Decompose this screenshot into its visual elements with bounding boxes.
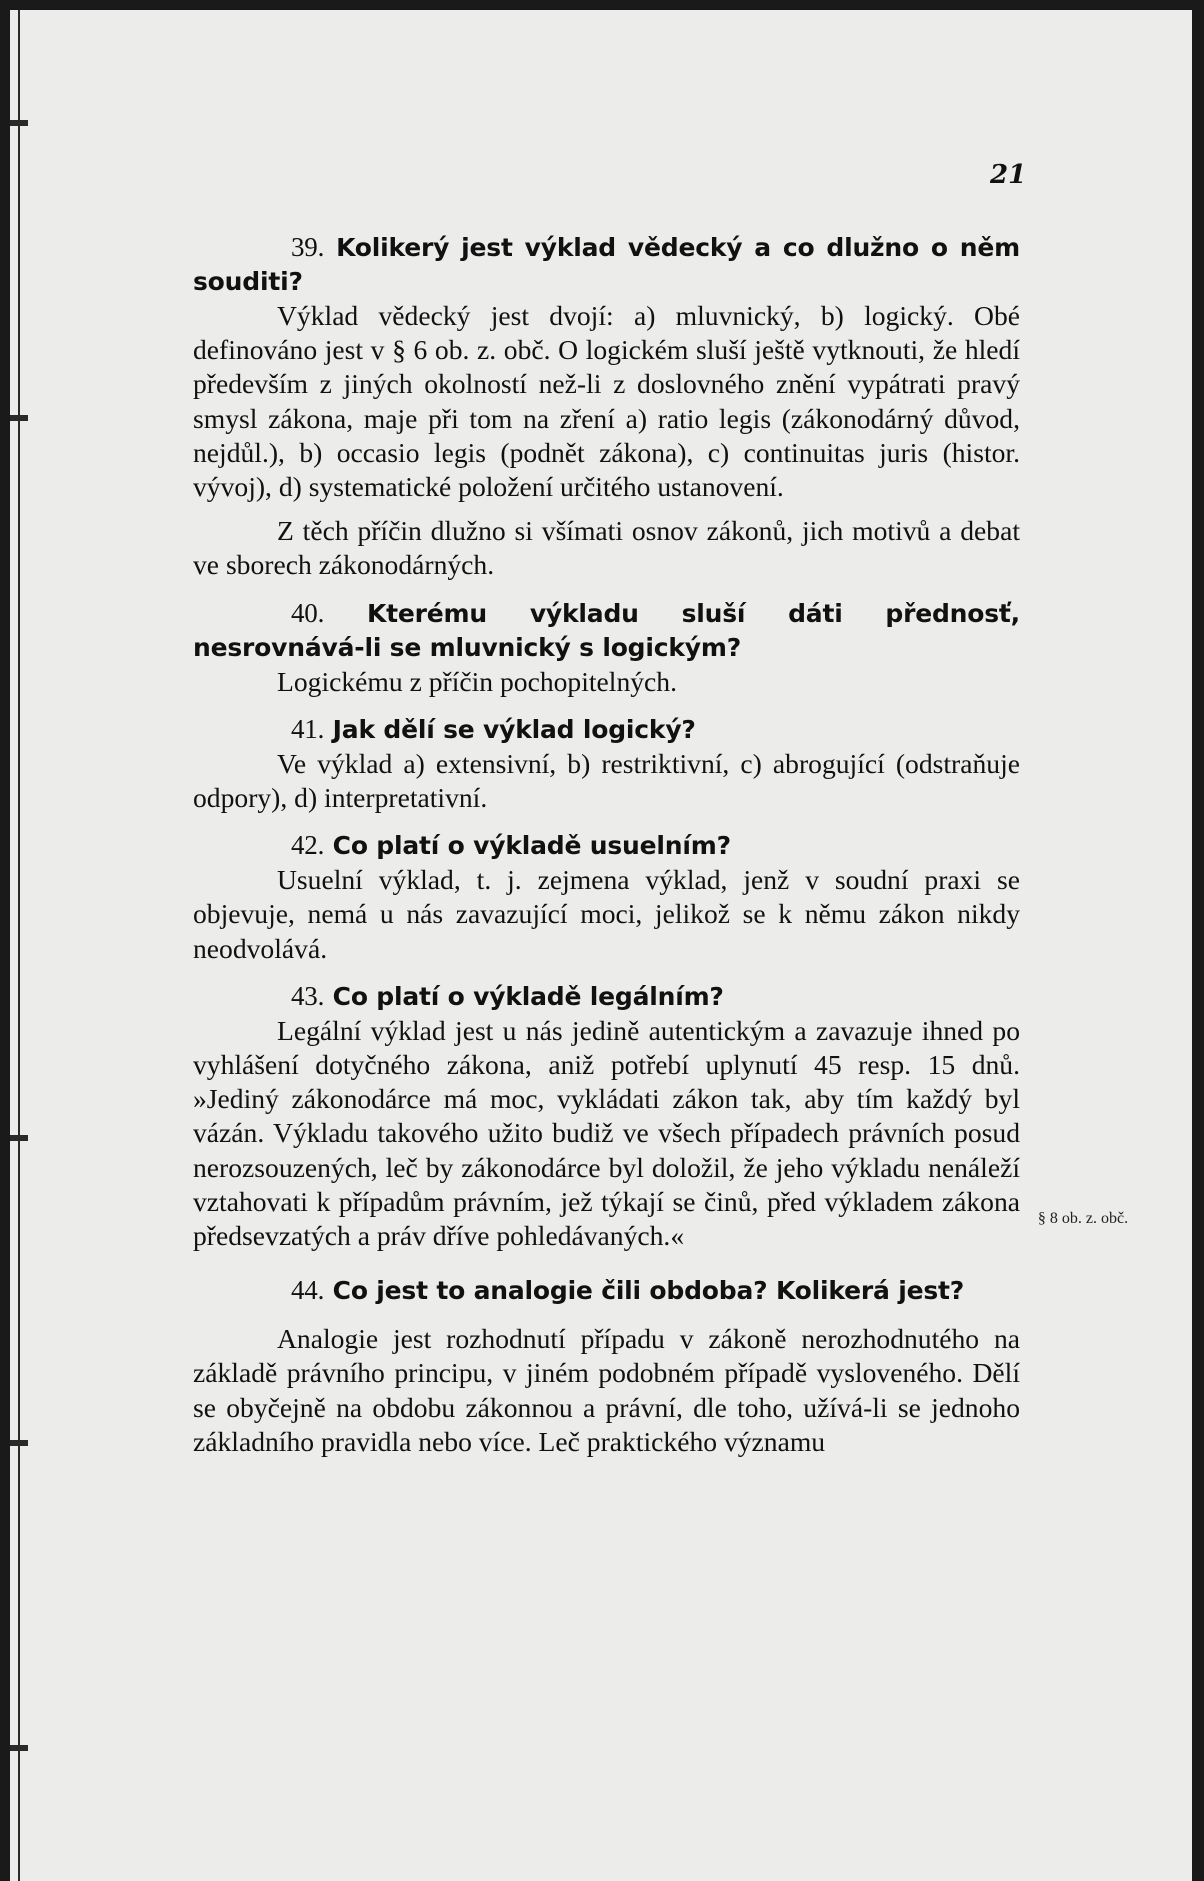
question-text: Jak dělí se výklad logický? <box>332 714 696 744</box>
question-number: 41. <box>291 713 325 744</box>
margin-note: § 8 ob. z. obč. <box>1037 1210 1129 1227</box>
question-heading <box>193 596 1020 665</box>
binding-edge <box>18 10 20 1881</box>
binding-mark <box>10 415 28 421</box>
answer-paragraph: Usuelní výklad, t. j. zejmena výklad, jenž v soudní praxi se objevuje, nemá u nás zavazující moci, jelikož se k němu zákon nikdy neodvolává. <box>193 864 1020 964</box>
answer-paragraph: Legální výklad jest u nás jedině autentickým a zavazuje ihned po vyhlášení dotyčného zákona, aniž potřebí uplynutí 45 resp. 15 dnů. »Jediný zákonodárce má moc, vykládati zákon tak, aby tím každý byl vázán. Výkladu takového užito budiž ve všech případech právních posud nerozsouzených, leč by zákonodárce byl doložil, že jeho výkladu nenáleží vztahovati k případům právním, jež týkají se činů, před výkladem zákona předsevzatých a práv dříve pohledávaných.« <box>193 1014 1020 1252</box>
binding-mark <box>10 1135 28 1141</box>
question-text: Co platí o výkladě usuelním? <box>332 831 731 861</box>
section-44 <box>193 1273 1020 1459</box>
answer-paragraph: Ve výklad a) extensivní, b) restriktivní, c) abrogující (odstraňuje odpory), d) interpretativní. <box>193 747 1020 814</box>
question-heading <box>193 712 1020 747</box>
question-heading <box>193 230 1020 299</box>
question-number: 39. <box>291 232 325 262</box>
question-text: Kolikerý jest výklad vědecký a co dlužno o něm souditi? <box>193 233 1020 296</box>
question-number: 44. <box>291 1275 325 1306</box>
binding-mark <box>10 1440 28 1446</box>
question-number: 42. <box>291 830 325 861</box>
page-number: 21 <box>990 160 1027 190</box>
answer-paragraph: Analogie jest rozhodnutí případu v zákoně nerozhodnutého na základě právního principu, v jiném podobném případě vysloveného. Dělí se obyčejně na obdobu zákonnou a právní, dle toho, užívá-li se jednoho základního pravidla nebo více. Leč praktického významu <box>193 1323 1020 1457</box>
answer-paragraph: Výklad vědecký jest dvojí: a) mluvnický, b) logický. Obé definováno jest v § 6 ob. z. obč. O logickém sluší ještě vytknouti, že hledí především z jiných okolností než-li z doslovného znění vypátrati pravý smysl zákona, maje při tom na zření a) ratio legis (zákonodárný důvod, nejdůl.), b) occasio legis (podnět zákona), c) continuitas juris (histor. vývoj), d) systematické položení určitého ustanovení. <box>193 300 1020 503</box>
page-body <box>193 230 1020 1472</box>
binding-mark <box>10 1745 28 1751</box>
question-heading <box>193 979 1020 1014</box>
question-number: 40. <box>291 597 325 628</box>
question-text: Co platí o výkladě legálním? <box>332 981 724 1011</box>
section-42 <box>193 828 1020 966</box>
section-41 <box>193 712 1020 815</box>
section-43 <box>193 979 1020 1253</box>
question-text: Kterému výkladu sluší dáti přednosť, nesrovnává-li se mluvnický s logickým? <box>193 598 1020 662</box>
question-heading <box>193 1273 1020 1308</box>
answer-paragraph: Logickému z příčin pochopitelných. <box>277 665 677 697</box>
answer-paragraph: Z těch příčin dlužno si všímati osnov zákonů, jich motivů a debat ve sborech zákonodárných. <box>193 515 1020 581</box>
binding-mark <box>10 120 28 126</box>
section-40 <box>193 596 1020 699</box>
question-text: Co jest to analogie čili obdoba? Kolikerá jest? <box>332 1276 965 1306</box>
section-39 <box>193 230 1020 583</box>
question-heading <box>193 828 1020 863</box>
question-number: 43. <box>291 980 325 1011</box>
book-page <box>10 10 1192 1881</box>
